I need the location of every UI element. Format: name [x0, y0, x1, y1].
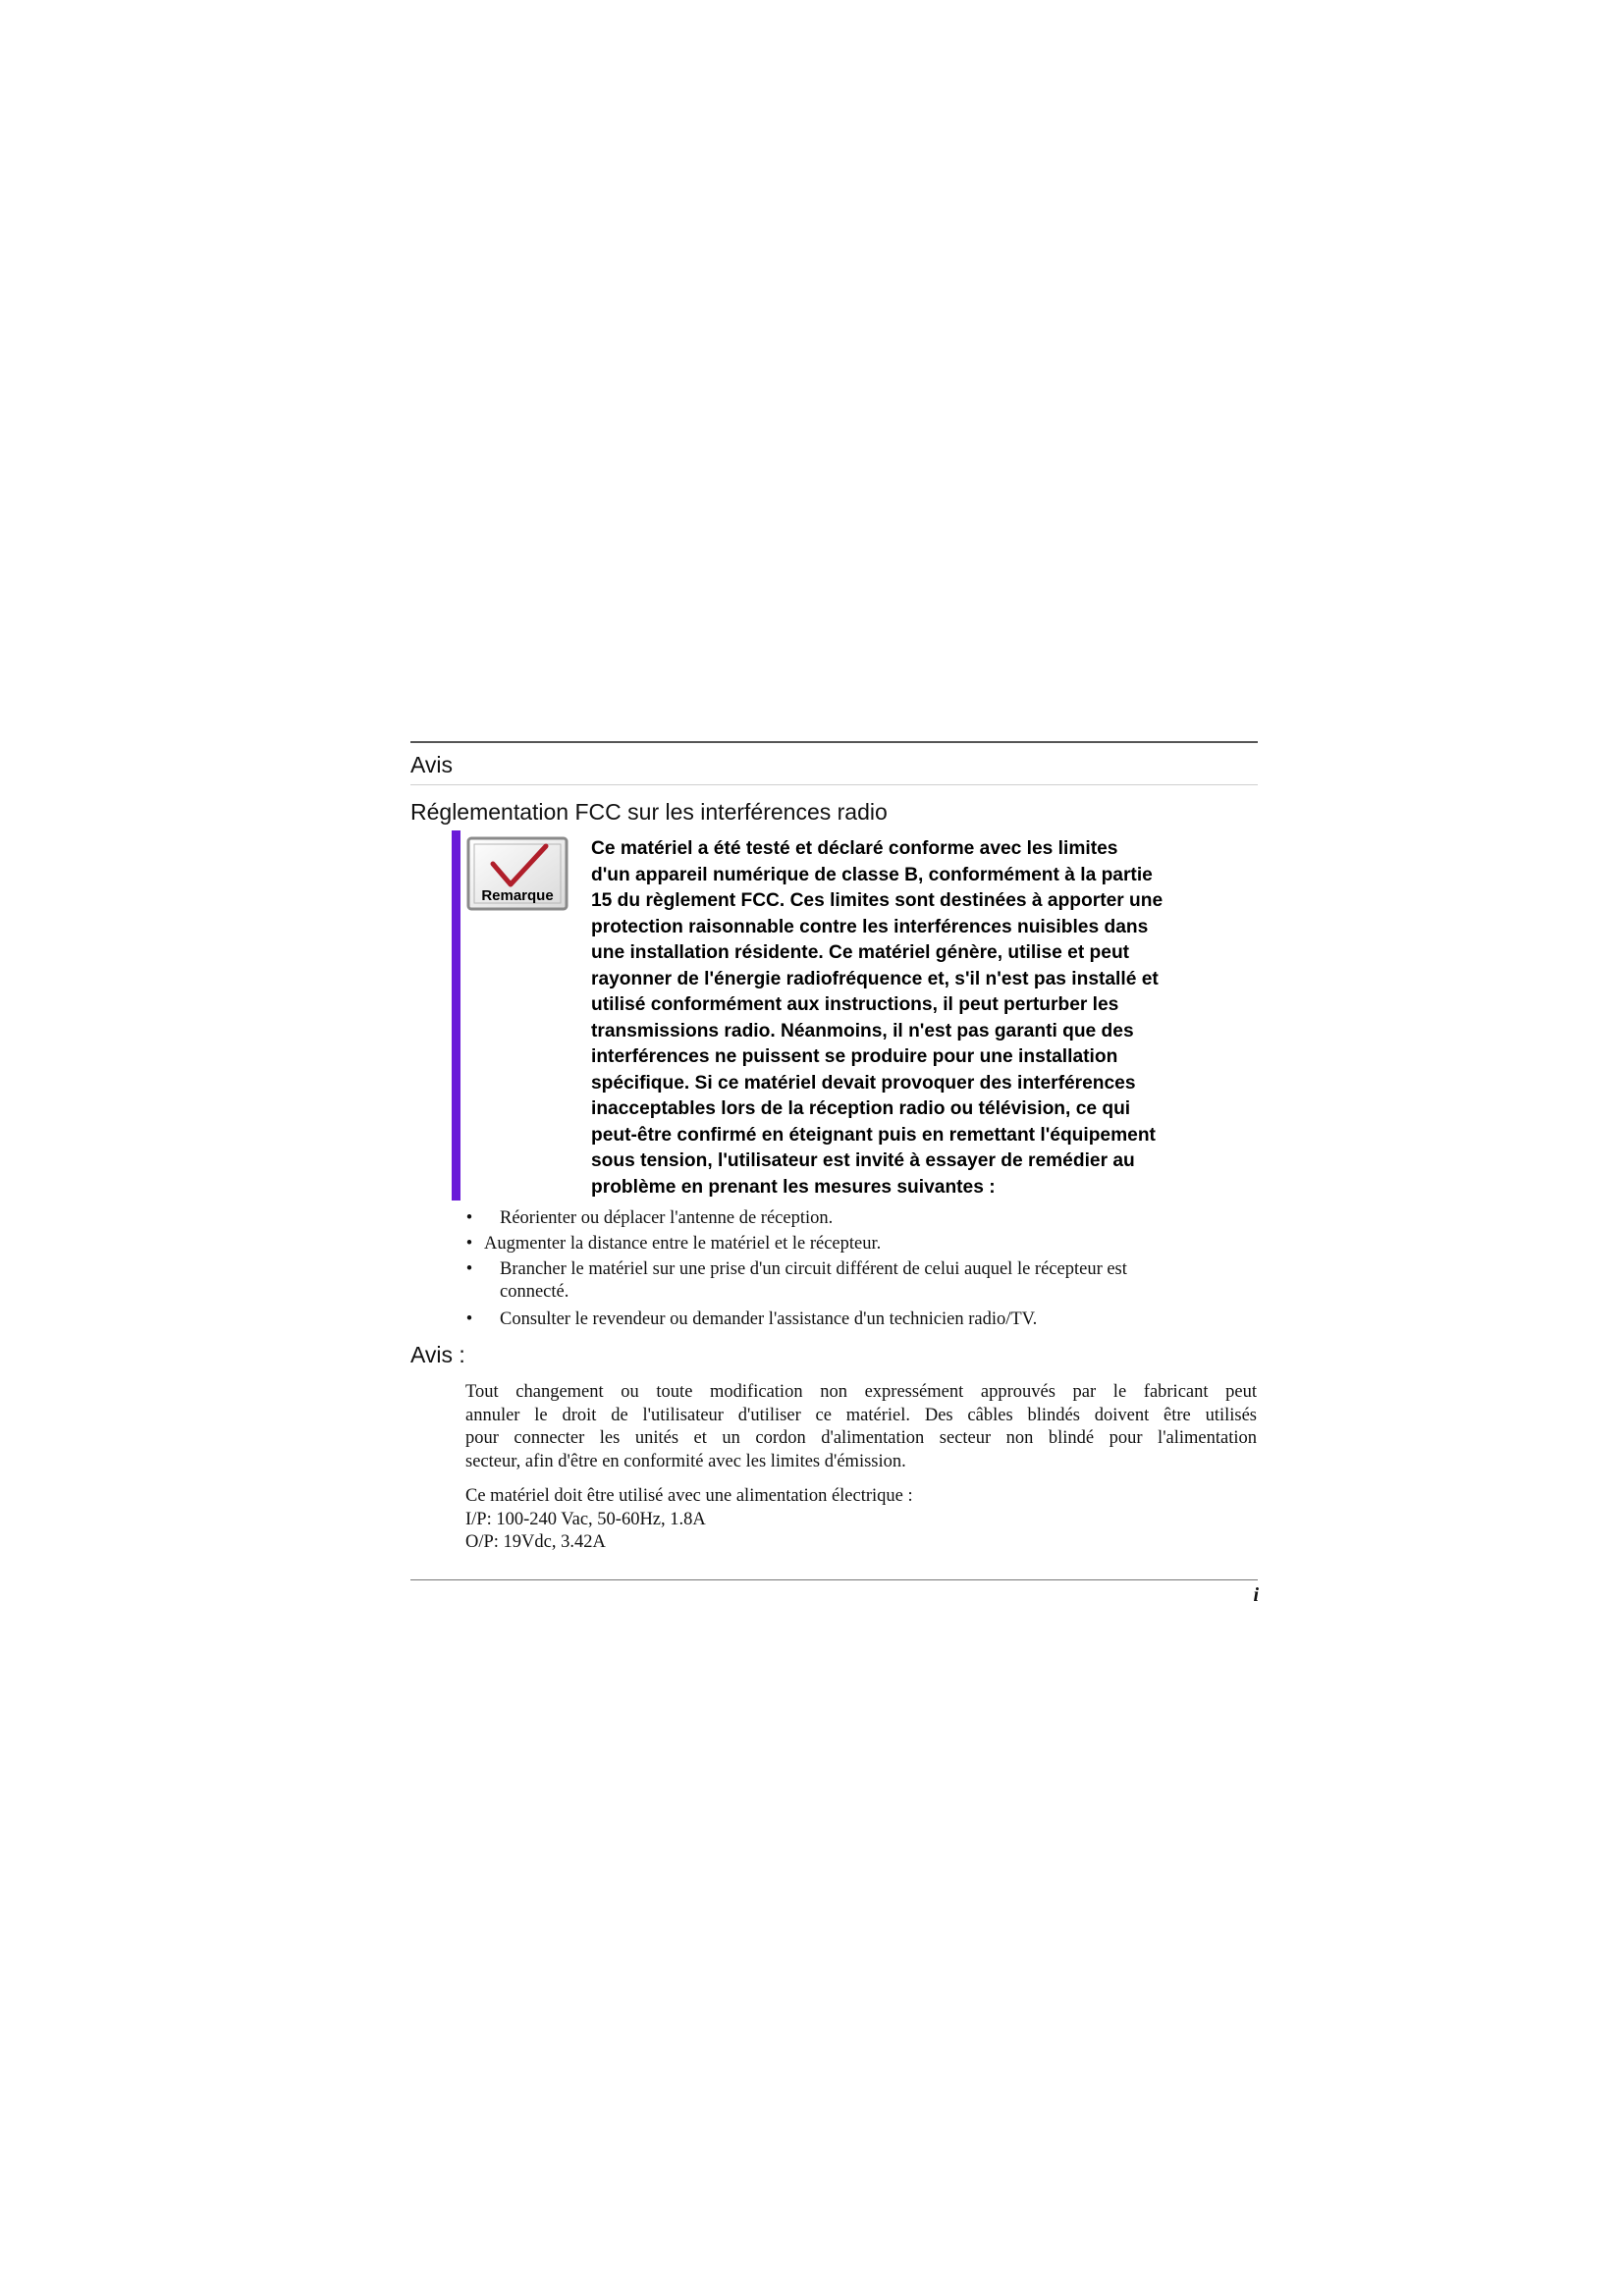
- list-item-text: connecté.: [500, 1282, 569, 1302]
- bullet-icon: •: [465, 1208, 473, 1228]
- note-line: peut-être confirmé en éteignant puis en remettant l'équipement: [591, 1124, 1156, 1146]
- power-spec: [465, 1485, 1257, 1555]
- section-title: Avis: [410, 752, 454, 777]
- bullet-icon: •: [465, 1259, 473, 1279]
- paragraph-line: pour connecter les unités et un cordon d'alimentation secteur non blindé pour l'alimentation: [465, 1428, 1257, 1448]
- note-line: sous tension, l'utilisateur est invité à essayer de remédier au: [591, 1150, 1135, 1171]
- power-line: O/P: 19Vdc, 3.42A: [465, 1532, 606, 1552]
- note-line: d'un appareil numérique de classe B, conformément à la partie: [591, 864, 1153, 885]
- power-line: I/P: 100-240 Vac, 50-60Hz, 1.8A: [465, 1509, 706, 1529]
- subsection-title: Réglementation FCC sur les interférences radio: [410, 799, 888, 825]
- note-line: transmissions radio. Néanmoins, il n'est pas garanti que des: [591, 1020, 1134, 1041]
- section-divider: [410, 784, 1258, 785]
- note-line: Ce matériel a été testé et déclaré conforme avec les limites: [591, 838, 1118, 859]
- bullet-icon: •: [465, 1309, 473, 1329]
- notice-title: Avis :: [410, 1342, 465, 1367]
- notice-paragraph: [465, 1381, 1257, 1473]
- note-line: protection raisonnable contre les interférences nuisibles dans: [591, 916, 1149, 937]
- footer-rule: [410, 1579, 1258, 1580]
- note-line: interférences ne puissent se produire pour une installation: [591, 1046, 1118, 1067]
- remarque-icon: [465, 835, 570, 912]
- fcc-note-text: [591, 836, 1239, 1201]
- bullet-icon: •: [465, 1234, 473, 1254]
- note-line: utilisé conformément aux instructions, il peut perturber les: [591, 994, 1119, 1015]
- note-accent-bar: [452, 830, 460, 1201]
- list-item-text: Consulter le revendeur ou demander l'assistance d'un technicien radio/TV.: [500, 1309, 1038, 1329]
- note-line: inacceptables lors de la réception radio ou télévision, ce qui: [591, 1098, 1131, 1119]
- page-number: i: [1253, 1584, 1259, 1606]
- paragraph-line: Tout changement ou toute modification non expressément approuvés par le fabricant peut: [465, 1382, 1257, 1402]
- note-line: spécifique. Si ce matériel devait provoquer des interférences: [591, 1072, 1136, 1094]
- power-line: Ce matériel doit être utilisé avec une alimentation électrique :: [465, 1486, 913, 1506]
- list-item-text: Brancher le matériel sur une prise d'un circuit différent de celui auquel le récepteur est: [500, 1259, 1127, 1279]
- note-line: une installation résidente. Ce matériel génère, utilise et peut: [591, 942, 1130, 963]
- list-item-text: Réorienter ou déplacer l'antenne de réception.: [500, 1208, 834, 1228]
- note-line: rayonner de l'énergie radiofréquence et, s'il n'est pas installé et: [591, 968, 1159, 989]
- paragraph-line: annuler le droit de l'utilisateur d'utiliser ce matériel. Des câbles blindés doivent être utilisés: [465, 1405, 1257, 1425]
- remarque-label: Remarque: [481, 887, 554, 904]
- note-line: problème en prenant les mesures suivantes :: [591, 1176, 996, 1198]
- list-item-text: Augmenter la distance entre le matériel et le récepteur.: [484, 1234, 882, 1254]
- top-rule: [410, 741, 1258, 743]
- paragraph-line: secteur, afin d'être en conformité avec les limites d'émission.: [465, 1451, 906, 1471]
- note-line: 15 du règlement FCC. Ces limites sont destinées à apporter une: [591, 890, 1164, 911]
